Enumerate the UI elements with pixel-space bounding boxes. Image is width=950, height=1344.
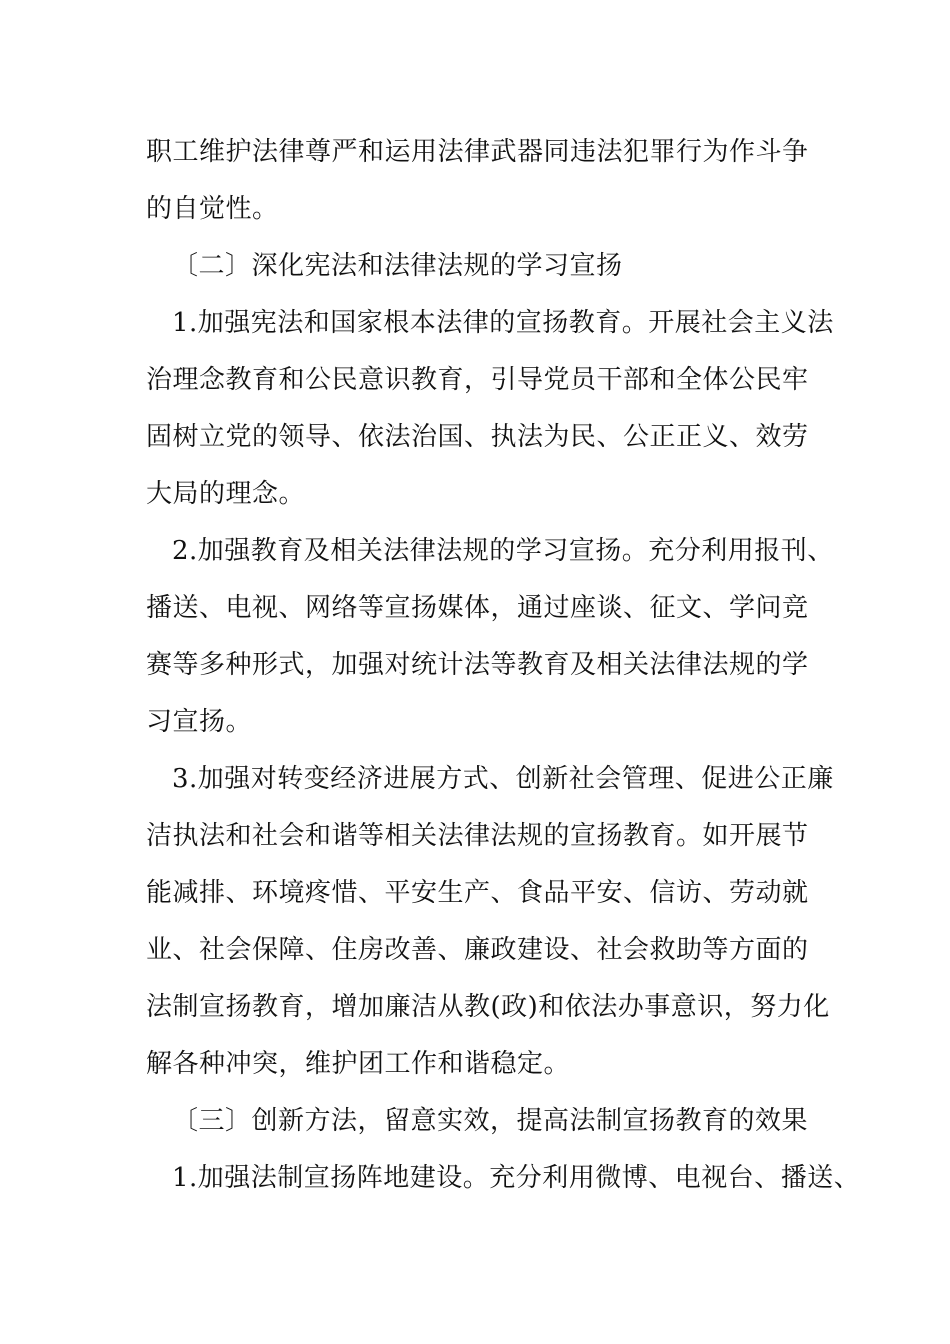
text-line: 固树立党的领导、依法治国、执法为民、公正正义、效劳 <box>146 422 809 452</box>
text-line: 大局的理念。 <box>146 479 306 509</box>
text-line: 治理念教育和公民意识教育，引导党员干部和全体公民牢 <box>146 365 809 395</box>
text-line: 的自觉性。 <box>146 194 279 224</box>
text-line: 1.加强法制宣扬阵地建设。充分利用微博、电视台、播送、 <box>172 1163 861 1193</box>
text-line: 赛等多种形式，加强对统计法等教育及相关法律法规的学 <box>146 650 809 680</box>
text-line: 洁执法和社会和谐等相关法律法规的宣扬教育。如开展节 <box>146 821 809 851</box>
text-line: 解各种冲突，维护团工作和谐稳定。 <box>146 1049 571 1079</box>
text-line: 1.加强宪法和国家根本法律的宣扬教育。开展社会主义法 <box>172 308 834 338</box>
section-heading: 〔二〕深化宪法和法律法规的学习宣扬 <box>172 251 623 281</box>
text-line: 业、社会保障、住房改善、廉政建设、社会救助等方面的 <box>146 935 809 965</box>
text-line: 职工维护法律尊严和运用法律武器同违法犯罪行为作斗争 <box>146 137 809 167</box>
text-line: 能减排、环境疼惜、平安生产、食品平安、信访、劳动就 <box>146 878 809 908</box>
text-line: 习宣扬。 <box>146 707 253 737</box>
text-line: 3.加强对转变经济进展方式、创新社会管理、促进公正廉 <box>172 764 834 794</box>
text-line: 法制宣扬教育，增加廉洁从教(政)和依法办事意识，努力化 <box>146 992 830 1022</box>
text-line: 2.加强教育及相关法律法规的学习宣扬。充分利用报刊、 <box>172 536 834 566</box>
section-heading: 〔三〕创新方法，留意实效，提高法制宣扬教育的效果 <box>172 1106 809 1136</box>
text-line: 播送、电视、网络等宣扬媒体，通过座谈、征文、学问竞 <box>146 593 809 623</box>
